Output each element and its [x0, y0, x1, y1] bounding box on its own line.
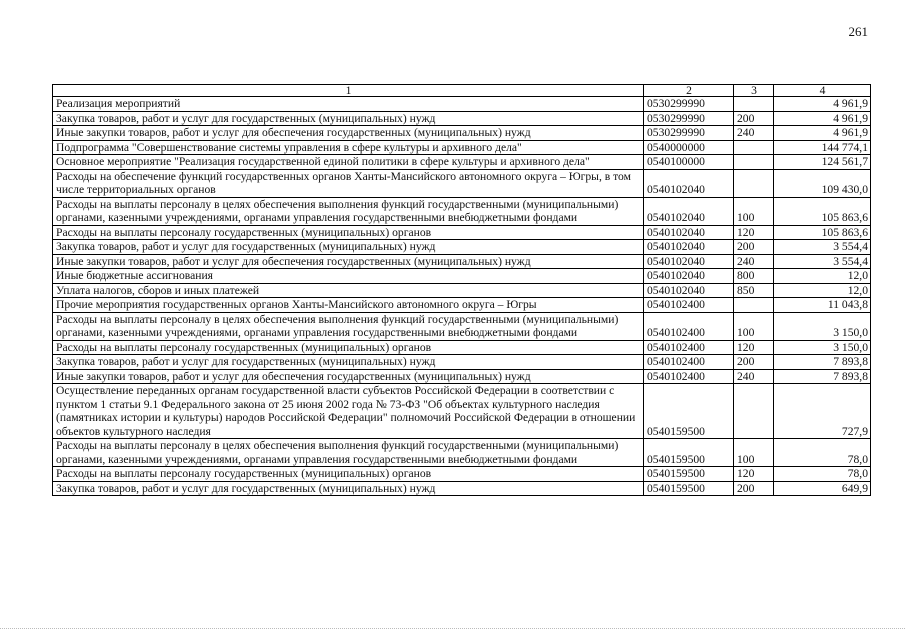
- table-row: [53, 369, 871, 384]
- row-name-cell: Подпрограмма "Совершенствование системы управления в сфере культуры и архивного дела": [53, 140, 644, 155]
- table-header-row: [53, 85, 871, 97]
- table-row: [53, 225, 871, 240]
- row-amount-cell: 12,0: [774, 269, 871, 284]
- row-amount-cell: 3 554,4: [774, 254, 871, 269]
- table-row: [53, 355, 871, 370]
- table-body: [53, 85, 871, 496]
- table-row: [53, 283, 871, 298]
- row-code-cell: 0540102040: [644, 269, 734, 284]
- row-code-cell: 0540102040: [644, 283, 734, 298]
- table-row: [53, 467, 871, 482]
- row-name-cell: Иные закупки товаров, работ и услуг для обеспечения государственных (муниципальных) нужд: [53, 126, 644, 141]
- row-code-cell: 0530299990: [644, 126, 734, 141]
- row-name-cell: Иные закупки товаров, работ и услуг для обеспечения государственных (муниципальных) нужд: [53, 254, 644, 269]
- row-type-cell: 240: [734, 369, 774, 384]
- row-code-cell: 0540102400: [644, 369, 734, 384]
- row-amount-cell: 3 554,4: [774, 240, 871, 255]
- row-type-cell: 200: [734, 355, 774, 370]
- row-type-cell: 100: [734, 439, 774, 467]
- page-number: 261: [848, 24, 868, 39]
- row-type-cell: 800: [734, 269, 774, 284]
- row-name-cell: Расходы на обеспечение функций государственных органов Ханты-Мансийского автономного округа – Югры, в том числе территориальных органов: [53, 169, 644, 197]
- scan-artifact-line: [0, 628, 905, 630]
- row-name-cell: Закупка товаров, работ и услуг для государственных (муниципальных) нужд: [53, 111, 644, 126]
- row-amount-cell: 78,0: [774, 467, 871, 482]
- budget-table: [52, 84, 871, 496]
- row-code-cell: 0540102040: [644, 197, 734, 225]
- row-name-cell: Реализация мероприятий: [53, 97, 644, 112]
- row-type-cell: [734, 155, 774, 170]
- row-name-cell: Основное мероприятие "Реализация государственной единой политики в сфере культуры и архивного дела": [53, 155, 644, 170]
- row-code-cell: 0540102040: [644, 169, 734, 197]
- row-type-cell: 120: [734, 225, 774, 240]
- row-name-cell: Иные закупки товаров, работ и услуг для обеспечения государственных (муниципальных) нужд: [53, 369, 644, 384]
- table-row: [53, 298, 871, 313]
- table-row: [53, 312, 871, 340]
- row-type-cell: 850: [734, 283, 774, 298]
- row-code-cell: 0540102400: [644, 355, 734, 370]
- row-code-cell: 0540102040: [644, 254, 734, 269]
- row-code-cell: 0540102040: [644, 240, 734, 255]
- header-cell-name: 1: [53, 85, 644, 97]
- table-row: [53, 384, 871, 439]
- row-code-cell: 0540102400: [644, 298, 734, 313]
- table-row: [53, 240, 871, 255]
- row-name-cell: Закупка товаров, работ и услуг для государственных (муниципальных) нужд: [53, 481, 644, 496]
- row-type-cell: 120: [734, 467, 774, 482]
- row-amount-cell: 649,9: [774, 481, 871, 496]
- table-row: [53, 111, 871, 126]
- table-row: [53, 439, 871, 467]
- row-code-cell: 0540102040: [644, 225, 734, 240]
- row-type-cell: 200: [734, 240, 774, 255]
- row-name-cell: Расходы на выплаты персоналу в целях обеспечения выполнения функций государственными (муниципальными) органами, казенными учреждениями, органами управления государственными внебюджетными фондами: [53, 197, 644, 225]
- table-row: [53, 254, 871, 269]
- header-cell-code: 2: [644, 85, 734, 97]
- row-amount-cell: 144 774,1: [774, 140, 871, 155]
- row-name-cell: Расходы на выплаты персоналу государственных (муниципальных) органов: [53, 467, 644, 482]
- table-row: [53, 97, 871, 112]
- table-row: [53, 169, 871, 197]
- row-type-cell: 100: [734, 197, 774, 225]
- row-type-cell: [734, 384, 774, 439]
- row-type-cell: 100: [734, 312, 774, 340]
- table-row: [53, 269, 871, 284]
- row-code-cell: 0540159500: [644, 481, 734, 496]
- row-code-cell: 0530299990: [644, 97, 734, 112]
- table-row: [53, 155, 871, 170]
- table-row: [53, 126, 871, 141]
- row-amount-cell: 124 561,7: [774, 155, 871, 170]
- row-type-cell: 240: [734, 126, 774, 141]
- row-amount-cell: 11 043,8: [774, 298, 871, 313]
- row-name-cell: Расходы на выплаты персоналу в целях обеспечения выполнения функций государственными (муниципальными) органами, казенными учреждениями, органами управления государственными внебюджетными фондами: [53, 439, 644, 467]
- table-row: [53, 481, 871, 496]
- row-type-cell: 120: [734, 340, 774, 355]
- row-amount-cell: 4 961,9: [774, 111, 871, 126]
- row-type-cell: [734, 298, 774, 313]
- row-amount-cell: 3 150,0: [774, 312, 871, 340]
- row-amount-cell: 4 961,9: [774, 97, 871, 112]
- row-name-cell: Расходы на выплаты персоналу государственных (муниципальных) органов: [53, 225, 644, 240]
- row-type-cell: 240: [734, 254, 774, 269]
- row-code-cell: 0540100000: [644, 155, 734, 170]
- row-amount-cell: 105 863,6: [774, 225, 871, 240]
- table-row: [53, 140, 871, 155]
- row-name-cell: Уплата налогов, сборов и иных платежей: [53, 283, 644, 298]
- row-code-cell: 0540159500: [644, 439, 734, 467]
- row-amount-cell: 12,0: [774, 283, 871, 298]
- row-amount-cell: 4 961,9: [774, 126, 871, 141]
- row-code-cell: 0540159500: [644, 467, 734, 482]
- row-name-cell: Иные бюджетные ассигнования: [53, 269, 644, 284]
- row-amount-cell: 109 430,0: [774, 169, 871, 197]
- row-code-cell: 0540102400: [644, 312, 734, 340]
- row-type-cell: 200: [734, 481, 774, 496]
- row-amount-cell: 78,0: [774, 439, 871, 467]
- row-amount-cell: 7 893,8: [774, 369, 871, 384]
- row-amount-cell: 727,9: [774, 384, 871, 439]
- row-name-cell: Расходы на выплаты персоналу в целях обеспечения выполнения функций государственными (муниципальными) органами, казенными учреждениями, органами управления государственными внебюджетными фондами: [53, 312, 644, 340]
- header-cell-amount: 4: [774, 85, 871, 97]
- row-type-cell: [734, 140, 774, 155]
- row-code-cell: 0530299990: [644, 111, 734, 126]
- row-amount-cell: 105 863,6: [774, 197, 871, 225]
- table-row: [53, 340, 871, 355]
- row-name-cell: Закупка товаров, работ и услуг для государственных (муниципальных) нужд: [53, 240, 644, 255]
- header-cell-type: 3: [734, 85, 774, 97]
- row-name-cell: Прочие мероприятия государственных органов Ханты-Мансийского автономного округа – Югры: [53, 298, 644, 313]
- row-code-cell: 0540102400: [644, 340, 734, 355]
- row-amount-cell: 7 893,8: [774, 355, 871, 370]
- table-row: [53, 197, 871, 225]
- row-type-cell: 200: [734, 111, 774, 126]
- row-code-cell: 0540000000: [644, 140, 734, 155]
- row-name-cell: Расходы на выплаты персоналу государственных (муниципальных) органов: [53, 340, 644, 355]
- row-type-cell: [734, 97, 774, 112]
- row-name-cell: Осуществление переданных органам государственной власти субъектов Российской Федерации в соответствии с пунктом 1 статьи 9.1 Федерального закона от 25 июня 2002 года № 73-ФЗ "Об объектах культурного наследия (памятниках истории и культуры) народов Российской Федерации" полномочий Российской Федерации в отношении объектов культурного наследия: [53, 384, 644, 439]
- row-type-cell: [734, 169, 774, 197]
- row-code-cell: 0540159500: [644, 384, 734, 439]
- row-amount-cell: 3 150,0: [774, 340, 871, 355]
- row-name-cell: Закупка товаров, работ и услуг для государственных (муниципальных) нужд: [53, 355, 644, 370]
